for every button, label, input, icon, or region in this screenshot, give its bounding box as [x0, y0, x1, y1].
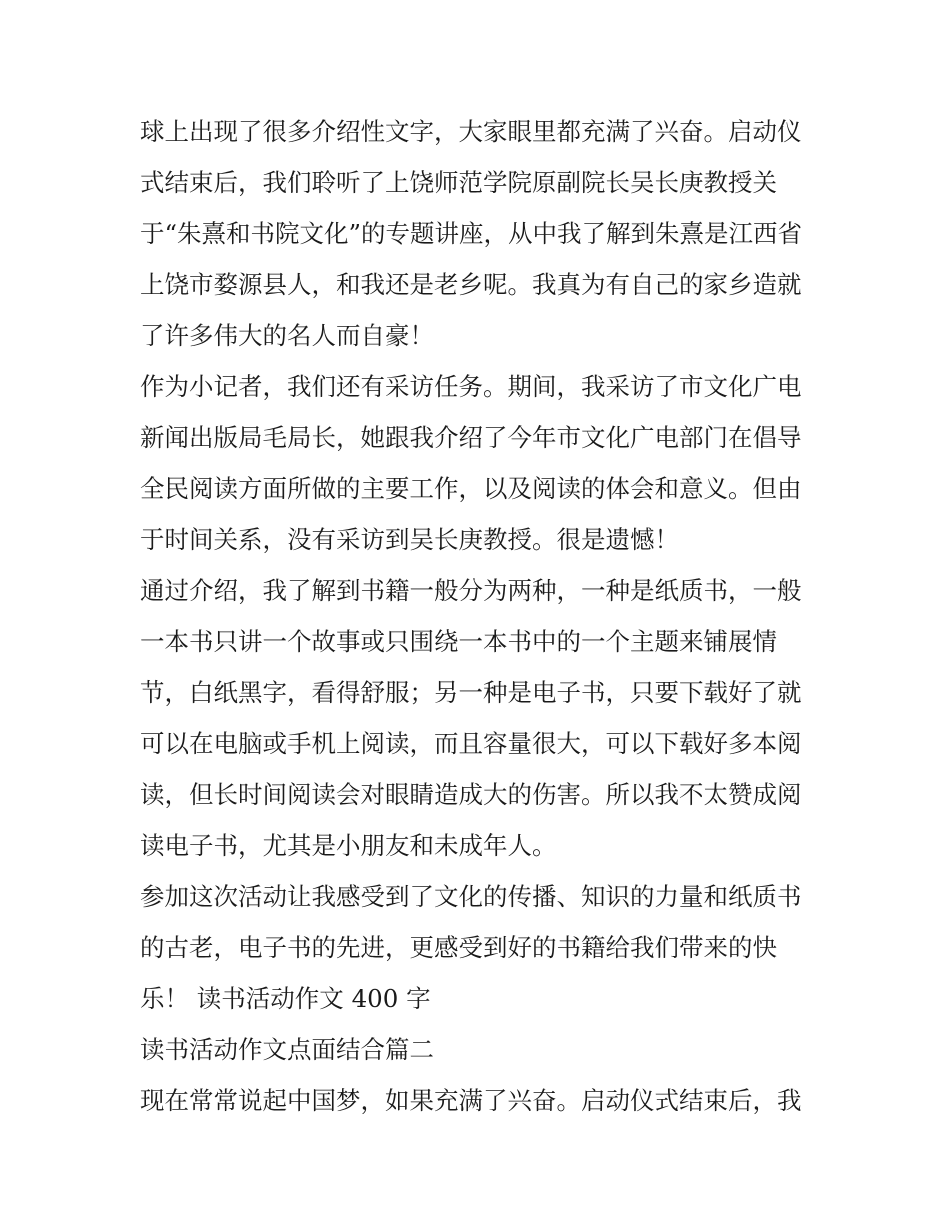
- text-line: 乐！ 读书活动作文 400 字: [140, 984, 431, 1013]
- text-line: 上饶市婺源县人，和我还是老乡呢。我真为有自己的家乡造就: [140, 270, 802, 299]
- text-line: 新闻出版局毛局长，她跟我介绍了今年市文化广电部门在倡导: [140, 423, 802, 452]
- text-line: 通过介绍，我了解到书籍一般分为两种，一种是纸质书，一般: [140, 576, 802, 605]
- text-line: 式结束后，我们聆听了上饶师范学院原副院长吴长庚教授关: [140, 168, 777, 197]
- text-line: 节，白纸黑字，看得舒服；另一种是电子书，只要下载好了就: [140, 678, 802, 707]
- text-line: 可以在电脑或手机上阅读，而且容量很大，可以下载好多本阅: [140, 729, 802, 758]
- text-line: 球上出现了很多介绍性文字，大家眼里都充满了兴奋。启动仪: [140, 117, 802, 146]
- text-line: 作为小记者，我们还有采访任务。期间，我采访了市文化广电: [140, 372, 802, 401]
- text-line: 一本书只讲一个故事或只围绕一本书中的一个主题来铺展情: [140, 627, 777, 656]
- text-line: 参加这次活动让我感受到了文化的传播、知识的力量和纸质书: [140, 882, 802, 911]
- text-line: 现在常常说起中国梦，如果充满了兴奋。启动仪式结束后，我: [140, 1086, 802, 1115]
- text-line: 全民阅读方面所做的主要工作，以及阅读的体会和意义。但由: [140, 474, 802, 503]
- text-line: 读，但长时间阅读会对眼睛造成大的伤害。所以我不太赞成阅: [140, 780, 802, 809]
- text-line: 的古老，电子书的先进，更感受到好的书籍给我们带来的快: [140, 933, 777, 962]
- text-line: 于“朱熹和书院文化”的专题讲座，从中我了解到朱熹是江西省: [140, 219, 803, 248]
- text-line: 了许多伟大的名人而自豪！: [140, 321, 434, 350]
- text-line: 于时间关系，没有采访到吴长庚教授。很是遗憾！: [140, 525, 679, 554]
- text-line: 读电子书，尤其是小朋友和未成年人。: [140, 831, 557, 860]
- body-text: [140, 106, 820, 1126]
- section-heading: 读书活动作文点面结合篇二: [140, 1035, 434, 1064]
